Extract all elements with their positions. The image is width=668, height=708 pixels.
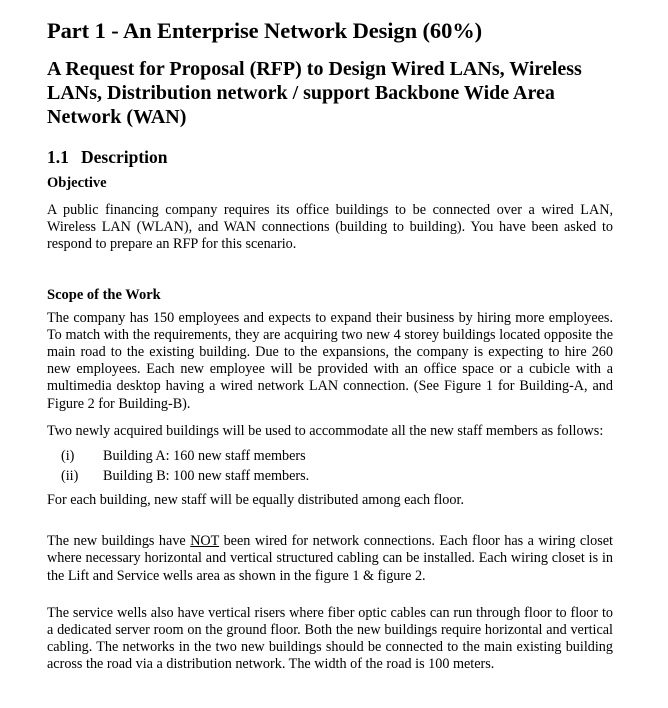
objective-heading: Objective [47, 175, 107, 191]
part-title: Part 1 - An Enterprise Network Design (60%) [47, 18, 483, 43]
scope-paragraph-2: Two newly acquired buildings will be used to accommodate all the new staff members as follows: [47, 422, 604, 439]
list-item-text: Building B: 100 new staff members. [103, 467, 310, 484]
list-marker: (i) [61, 448, 75, 465]
list-marker: (ii) [61, 467, 79, 484]
section-number: 1.1 [47, 147, 69, 167]
section-title: Description [81, 147, 168, 167]
paragraph-4-end: been wired for network connections. Each floor has a wiring closet where necessary horizontal and vertical structured cabling can be installed. Each wiring closet is in the Lift and Service wells area as shown in the figure 1 & figure 2. [47, 533, 613, 584]
underlined-not: NOT [190, 533, 220, 550]
scope-paragraph-4 [47, 533, 613, 585]
list-item-text: Building A: 160 new staff members [103, 448, 306, 465]
scope-paragraph-1: The company has 150 employees and expects to expand their business by hiring more employees. To match with the requirements, they are acquiring two new 4 storey buildings located opposite the main road to the existing building. Due to the expansions, the company is expecting to hire 260 new employees. Each new employee will be provided with an office space or a cubicle with a multimedia desktop having a wired network LAN connection. (See Figure 1 for Building-A, and Figure 2 for Building-B). [47, 309, 613, 412]
scope-paragraph-5: The service wells also have vertical risers where fiber optic cables can run through floor to floor to a dedicated server room on the ground floor. Both the new buildings require horizontal and vertical cabling. The networks in the two new buildings should be connected to the main existing building across the road via a distribution network. The width of the road is 100 meters. [47, 604, 613, 673]
rfp-title: A Request for Proposal (RFP) to Design Wired LANs, Wireless LANs, Distribution network / support Backbone Wide Area Network (WAN) [47, 58, 582, 128]
list-item [47, 467, 613, 487]
list-item [47, 447, 613, 467]
objective-paragraph: A public financing company requires its office buildings to be connected over a wired LAN, Wireless LAN (WLAN), and WAN connections (building to building). You have been asked to respond to prepare an RFP for this scenario. [47, 202, 613, 253]
scope-paragraph-3: For each building, new staff will be equally distributed among each floor. [47, 492, 464, 509]
section-heading [47, 146, 613, 168]
staff-list [47, 447, 613, 486]
document-page [47, 16, 613, 674]
paragraph-4-start: The new buildings have [47, 533, 191, 550]
scope-heading: Scope of the Work [47, 286, 161, 303]
